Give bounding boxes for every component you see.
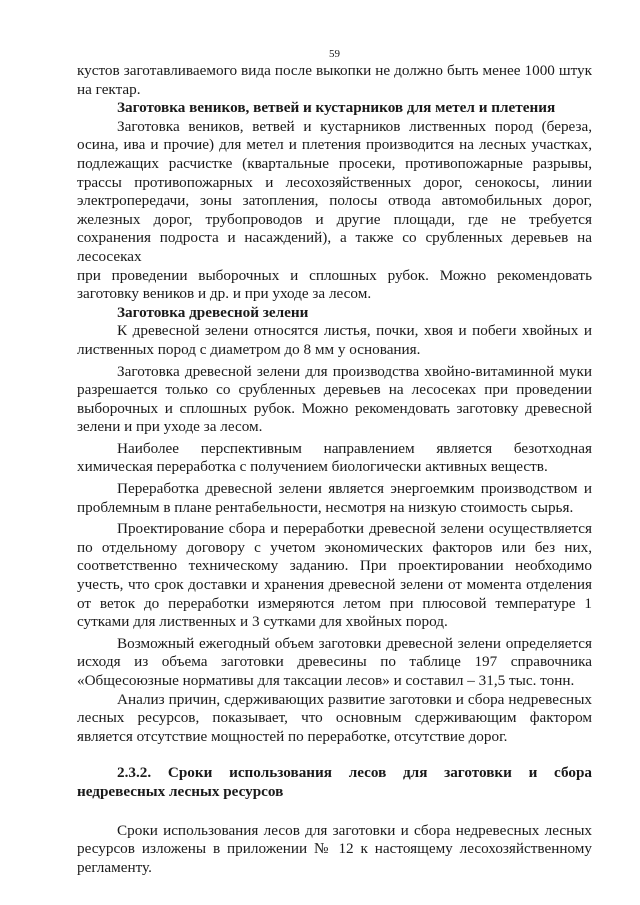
- page-number: 59: [329, 48, 340, 60]
- paragraph-greenery-energy: Переработка древесной зелени является энергоемким производством и проблемным в плане рентабельности, несмотря на низкую стоимость сырья.: [77, 480, 592, 516]
- paragraph-greenery-harvest: Заготовка древесной зелени для производства хвойно-витаминной муки разрешается только со срубленных деревьев на лесосеках при проведении выборочных и сплошных рубок. Можно рекомендовать заготовку древесной зелени и при уходе за лесом.: [77, 362, 592, 436]
- paragraph-greenery-analysis: Анализ причин, сдерживающих развитие заготовки и сбора недревесных лесных ресурсов, показывает, что основным сдерживающим фактором является отсутствие мощностей по переработке, отсутствие дорог.: [77, 690, 592, 745]
- paragraph-brooms-continuation: при проведении выборочных и сплошных рубок. Можно рекомендовать заготовку веников и др. и при уходе за лесом.: [77, 266, 592, 303]
- continuation-paragraph: кустов заготавливаемого вида после выкопки не должно быть менее 1000 штук на гектар.: [77, 62, 592, 98]
- section-heading: 2.3.2. Сроки использования лесов для заготовки и сбора недревесных лесных ресурсов: [77, 764, 592, 800]
- subsection-heading-brooms: Заготовка веников, ветвей и кустарников для метел и плетения: [117, 99, 556, 117]
- paragraph-greenery-design: Проектирование сбора и переработки древесной зелени осуществляется по отдельному договору с учетом экономических факторов или без них, соответственно техническому заданию. При проектировании необходимо учесть, что срок доставки и хранения древесной зелени от момента отделения от веток до переработки измеряются летом при плюсовой температуре 1 сутками для лиственных и 3 сутками для хвойных пород.: [77, 520, 592, 631]
- paragraph-brooms-main: Заготовка веников, ветвей и кустарников лиственных пород (береза, осина, ива и прочие) для метел и плетения производится на лесных участках, подлежащих расчистке (квартальные просеки, противопожарные разрывы, трассы противопожарных и лесохозяйственных дорог, сенокосы, линии электропередачи, зоны затопления, полосы отвода автомобильных дорог, железных дорог, трубопроводов и другие площади, где не требуется сохранения подроста и насаждений), а также со срубленных деревьев на лесосеках: [77, 117, 592, 265]
- paragraph-greenery-volume: Возможный ежегодный объем заготовки древесной зелени определяется исходя из объема заготовки древесины по таблице 197 справочника «Общесоюзные нормативы для таксации лесов» и составил – 31,5 тыс. тонн.: [77, 634, 592, 689]
- subsection-heading-greenery: Заготовка древесной зелени: [117, 303, 309, 321]
- paragraph-greenery-definition: К древесной зелени относятся листья, почки, хвоя и побеги хвойных и лиственных пород с диаметром до 8 мм у основания.: [77, 322, 592, 358]
- paragraph-greenery-processing: Наиболее перспективным направлением является безотходная химическая переработка с получением биологически активных веществ.: [77, 439, 592, 476]
- section-paragraph: Сроки использования лесов для заготовки и сбора недревесных лесных ресурсов изложены в приложении № 12 к настоящему лесохозяйственному регламенту.: [77, 821, 592, 876]
- document-page: [77, 0, 592, 877]
